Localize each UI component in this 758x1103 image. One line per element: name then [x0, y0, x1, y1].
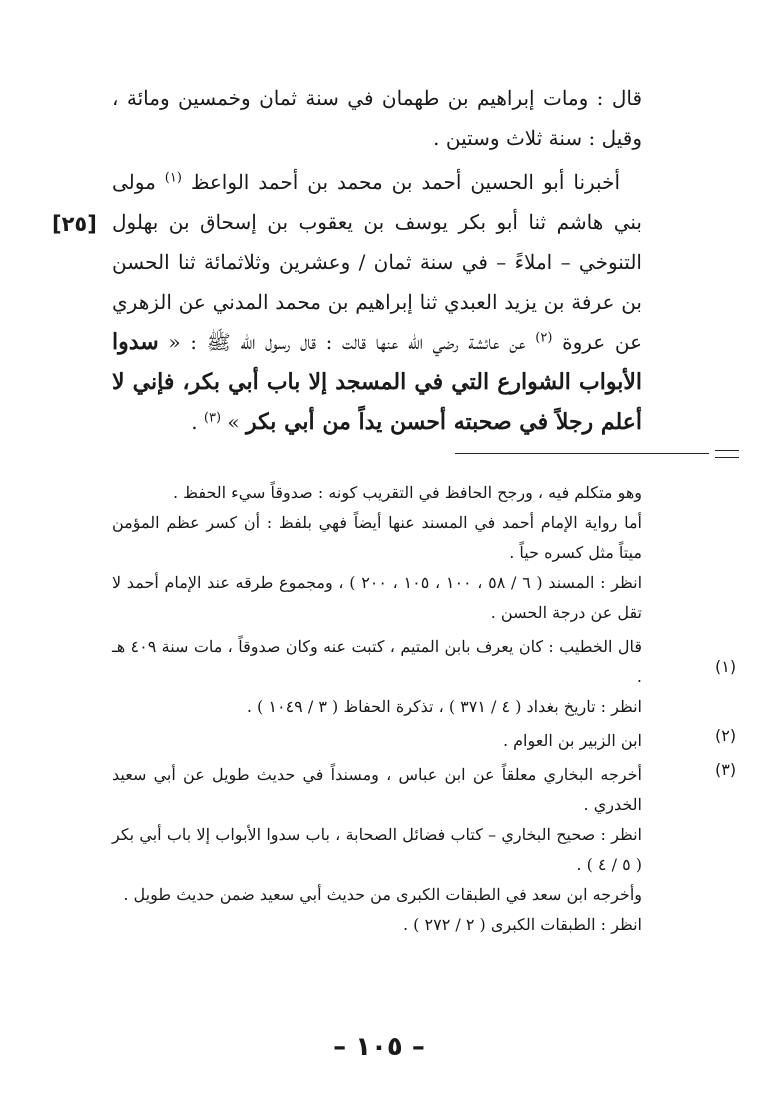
footnote-number-3: (٣) — [715, 760, 737, 779]
footnote-separator — [455, 453, 709, 454]
footnote-1-line-2: انظر : تاريخ بغداد ( ٤ / ٣٧١ ) ، تذكرة الحفاظ ( ٣ / ١٠٤٩ ) . — [246, 697, 642, 716]
footnote-2-line-1: ابن الزبير بن العوام . — [502, 731, 642, 750]
paragraph-2-end: . — [191, 410, 198, 434]
footnote-marker-3[interactable]: (٣) — [203, 410, 222, 426]
page-number: – ١٠٥ – — [333, 1032, 425, 1062]
paragraph-2 — [112, 162, 642, 442]
footnote-3 — [112, 760, 642, 940]
paragraph-2-part-c: عن عائشة رضي الله عنها قالت : قال رسول الله ﷺ : « — [168, 330, 526, 354]
footnote-continuation-line-3: انظر : المسند ( ٦ / ٥٨ ، ١٠٠ ، ١٠٥ ، ٢٠٠ ) ، ومجموع طرقه عند الإمام أحمد لا تقل عن درجة الحسن . — [112, 573, 643, 622]
footnote-3-line-2: انظر : صحيح البخاري – كتاب فضائل الصحابة ، باب سدوا الأبواب إلا باب أبي بكر ( ٥ / ٤ ) . — [112, 825, 642, 874]
paragraph-2-part-b: مولى بني هاشم ثنا أبو بكر يوسف بن يعقوب بن إسحاق بن بهلول التنوخي – املاءً – في سنة ثمان / وعشرين وثلاثمائة ثنا الحسن بن عرفة بن يزيد العبدي ثنا إبراهيم بن محمد المدني عن الزهري عن عروة — [112, 170, 643, 354]
footnote-3-line-3: وأخرجه ابن سعد في الطبقات الكبرى من حديث أبي سعيد ضمن حديث طويل . — [123, 885, 642, 904]
footnote-number-1: (١) — [715, 657, 737, 676]
footnote-marker-1[interactable]: (١) — [164, 170, 182, 186]
footnote-continuation — [112, 478, 642, 628]
paragraph-2-part-a: أخبرنا أبو الحسين أحمد بن محمد بن أحمد الواعظ — [190, 170, 621, 194]
manuscript-folio-reference: [٢٥] — [52, 212, 97, 236]
footnote-continuation-line-2: أما رواية الإمام أحمد في المسند عنها أيضاً فهي بلفظ : أن كسر عظم المؤمن ميتاً مثل كسره حياً . — [112, 513, 642, 562]
footnote-continuation-line-1: وهو متكلم فيه ، ورجح الحافظ في التقريب كونه : صدوقاً سيء الحفظ . — [172, 483, 642, 502]
hadith-close-quote: » — [227, 410, 240, 434]
footnote-number-2: (٢) — [715, 726, 737, 745]
paragraph-1: قال : ومات إبراهيم بن طهمان في سنة ثمان وخمسين ومائة ، وقيل : سنة ثلاث وستين . — [112, 86, 642, 150]
footnote-2 — [112, 726, 642, 756]
footnote-1 — [112, 632, 642, 722]
main-text — [112, 78, 642, 442]
footnote-1-line-1: قال الخطيب : كان يعرف بابن المتيم ، كتبت عنه وكان صدوقاً ، مات سنة ٤٠٩ هـ . — [112, 637, 643, 686]
footnote-marker-2[interactable]: (٢) — [535, 330, 553, 346]
footnote-3-line-4: انظر : الطبقات الكبرى ( ٢ / ٢٧٢ ) . — [403, 915, 642, 934]
hadith-text: سدوا الأبواب الشوارع التي في المسجد إلا باب أبي بكر، فإني لا أعلم رجلاً في صحبته أحسن يداً من أبي بكر — [112, 329, 642, 435]
footnote-continuation-mark — [715, 450, 739, 458]
footnotes — [112, 478, 642, 944]
footnote-3-line-1: أخرجه البخاري معلقاً عن ابن عباس ، ومسنداً في حديث طويل عن أبي سعيد الخدري . — [112, 765, 643, 814]
